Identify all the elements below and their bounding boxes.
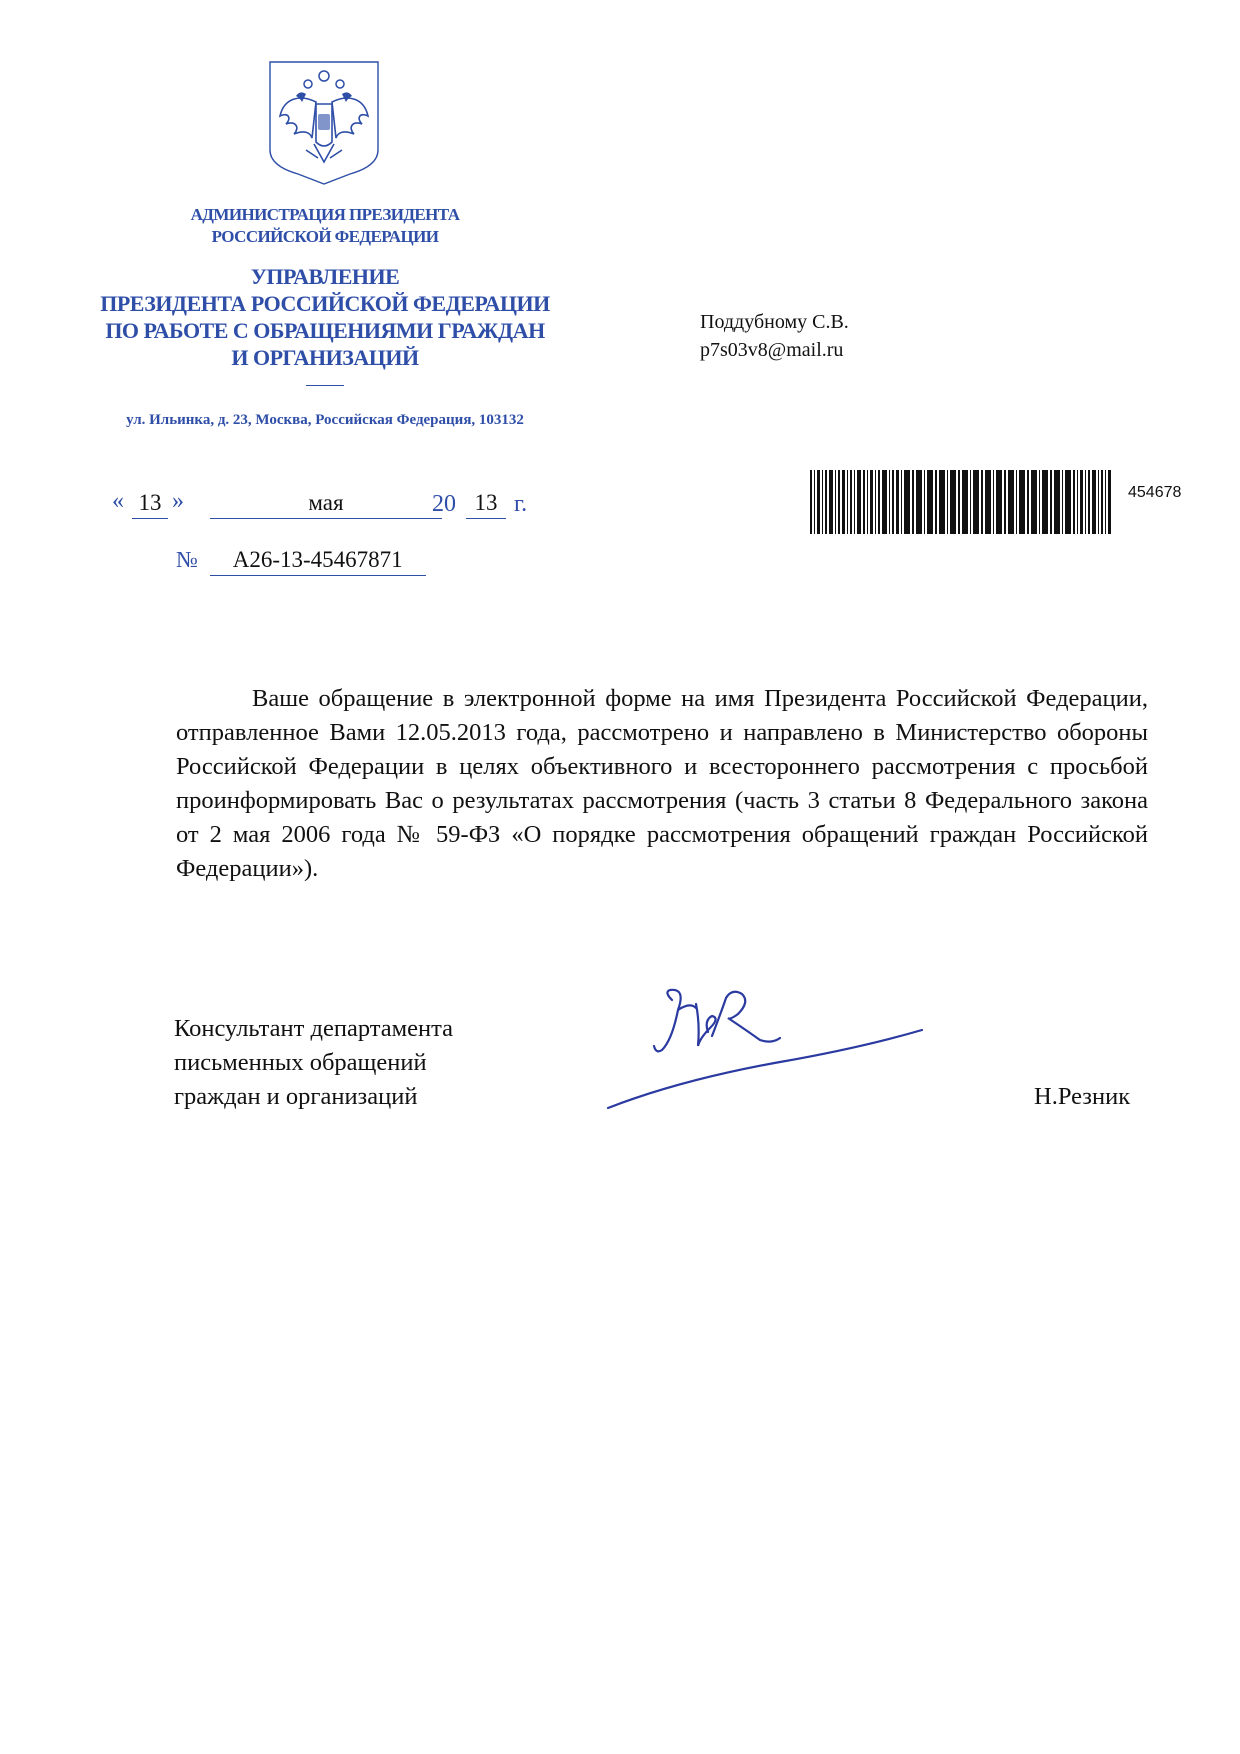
date-day: 13	[132, 488, 168, 519]
administration-heading	[130, 204, 520, 248]
department-heading	[70, 263, 580, 371]
barcode	[810, 470, 1112, 534]
date-open-quote: «	[112, 488, 124, 514]
state-emblem	[266, 58, 382, 190]
signatory-title-line-3: граждан и организаций	[174, 1083, 418, 1110]
date-close-quote: »	[172, 488, 184, 514]
handwritten-signature	[600, 980, 930, 1110]
recipient-block	[700, 308, 849, 364]
signatory-title	[174, 1012, 453, 1114]
address: ул. Ильинка, д. 23, Москва, Российская Федерация, 103132	[126, 412, 524, 428]
recipient-email: p7s03v8@mail.ru	[700, 339, 844, 361]
admin-line-2: РОССИЙСКОЙ ФЕДЕРАЦИИ	[211, 227, 439, 246]
dept-line-3: ПО РАБОТЕ С ОБРАЩЕНИЯМИ ГРАЖДАН	[105, 318, 545, 343]
dept-line-2: ПРЕЗИДЕНТА РОССИЙСКОЙ ФЕДЕРАЦИИ	[100, 291, 550, 316]
number-value: А26-13-45467871	[210, 545, 426, 576]
date-month: мая	[210, 488, 442, 519]
signatory-name: Н.Резник	[1034, 1083, 1131, 1110]
date-year: 13	[466, 488, 506, 519]
signatory-title-line-1: Консультант департамента	[174, 1015, 453, 1042]
number-sign: №	[176, 547, 198, 572]
document-number	[176, 545, 426, 576]
recipient-name: Поддубному С.В.	[700, 311, 849, 333]
barcode-number: 454678	[1128, 484, 1182, 501]
dept-line-4: И ОРГАНИЗАЦИЙ	[231, 345, 419, 370]
date-century: 20	[432, 491, 456, 517]
admin-line-1: АДМИНИСТРАЦИЯ ПРЕЗИДЕНТА	[190, 205, 460, 224]
date-suffix: г.	[514, 491, 528, 517]
signatory-title-line-2: письменных обращений	[174, 1049, 427, 1076]
letter-body: Ваше обращение в электронной форме на имя Президента Российской Федерации, отправленное Вами 12.05.2013 года, рассмотрено и направлено в Министерство обороны Российской Федерации в целях объективного и всестороннего рассмотрения с просьбой проинформировать Вас о результатах рассмотрения (часть 3 статьи 8 Федерального закона от 2 мая 2006 года № 59-ФЗ «О порядке рассмотрения обращений граждан Российской Федерации»).	[176, 685, 1148, 882]
dept-line-1: УПРАВЛЕНИЕ	[250, 264, 400, 289]
heading-divider	[306, 385, 344, 386]
